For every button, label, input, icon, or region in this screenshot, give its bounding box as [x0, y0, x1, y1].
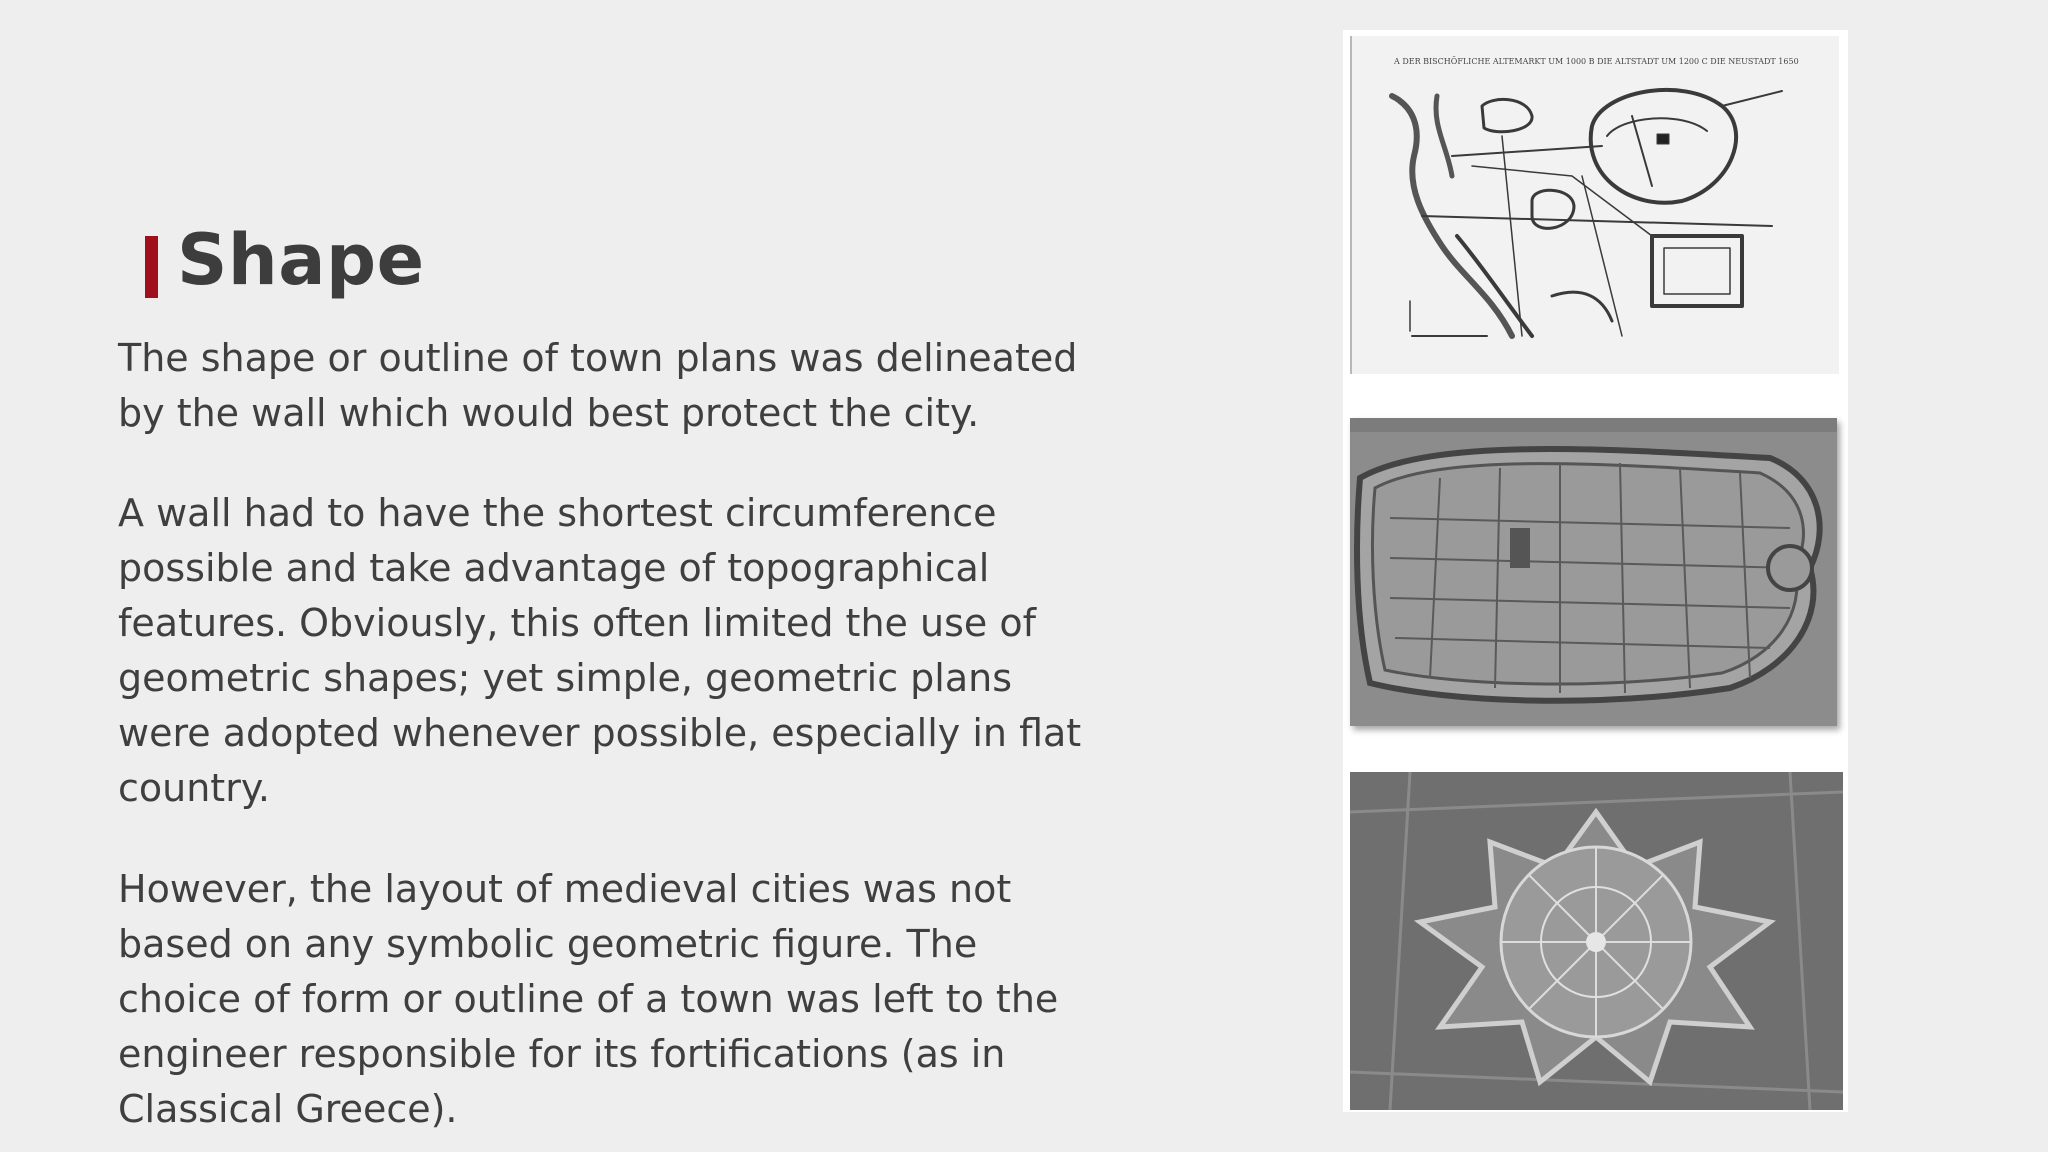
paragraph-2: A wall had to have the shortest circumference possible and take advantage of topographical features. Obviously, this often limited the use of geometric shapes; yet simple, geometric plans were adopted whenever possible, especially in flat country.	[118, 491, 1082, 810]
paragraph-3: However, the layout of medieval cities was not based on any symbolic geometric figure. The choice of form or outline of a town was left to the engineer responsible for its fortifications (as in Classical Greece).	[118, 867, 1059, 1131]
title-accent-bar	[145, 236, 158, 298]
engraved-walled-city-image	[1350, 418, 1837, 726]
sketch-town-plan-image	[1350, 36, 1839, 374]
aerial-star-fortress-image	[1350, 772, 1843, 1110]
map-caption: A DER BISCHÖFLICHE ALTEMARKT UM 1000 B DIE ALTSTADT UM 1200 C DIE NEUSTADT 1650	[1394, 57, 1799, 66]
slide-title: Shape	[177, 219, 425, 301]
paragraph-1: The shape or outline of town plans was delineated by the wall which would best protect the city.	[118, 336, 1078, 435]
